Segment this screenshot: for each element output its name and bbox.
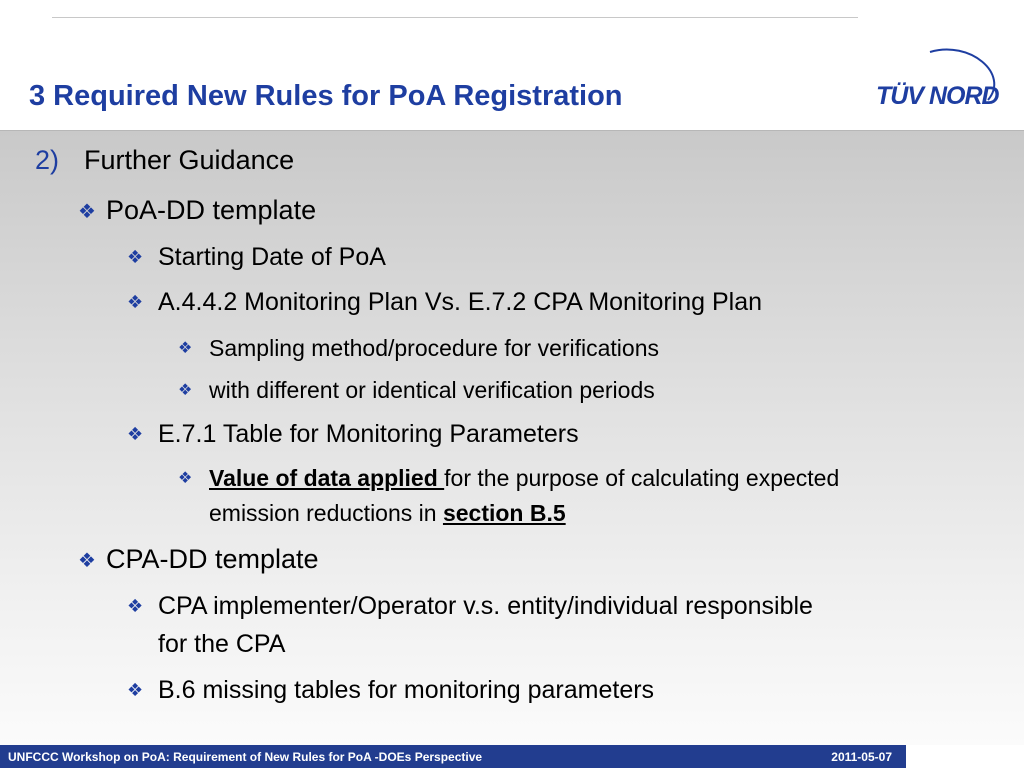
item-heading: Further Guidance: [84, 145, 295, 175]
diamond-four-icon: ❖: [178, 340, 193, 357]
section-b5-emphasis: section B.5: [442, 500, 566, 526]
list-item-label: for the CPA: [158, 630, 286, 658]
value-applied-rest: for the purpose of calculating expected: [444, 465, 840, 491]
list-item-label: CPA-DD template: [106, 544, 319, 574]
list-item-label: B.6 missing tables for monitoring parameters: [158, 676, 655, 704]
list-item-starting-date: [127, 243, 386, 272]
footer-bar: [0, 745, 906, 768]
diamond-four-icon: ❖: [78, 550, 96, 572]
list-item-poa-dd: [78, 195, 316, 226]
diamond-four-icon: ❖: [127, 424, 144, 444]
list-item-label: CPA implementer/Operator v.s. entity/individual responsible: [158, 592, 813, 620]
diamond-four-icon: ❖: [127, 292, 144, 312]
item-number: 2): [35, 145, 60, 175]
list-item-sampling: [178, 335, 659, 362]
svg-text:TÜV NORD: TÜV NORD: [876, 82, 999, 110]
diamond-four-icon: ❖: [127, 596, 144, 616]
diamond-four-icon: ❖: [178, 470, 193, 487]
slide-title: 3 Required New Rules for PoA Registration: [29, 80, 623, 112]
list-item-value-applied-continued: [209, 500, 566, 527]
list-item-label: A.4.4.2 Monitoring Plan Vs. E.7.2 CPA Monitoring Plan: [158, 288, 763, 316]
list-item-label: PoA-DD template: [106, 195, 317, 225]
list-item-label: Starting Date of PoA: [158, 243, 386, 271]
tuv-nord-logo: [870, 44, 1004, 114]
diamond-four-icon: ❖: [127, 247, 144, 267]
list-item-cpa-implementer: [127, 592, 813, 621]
list-item-label: with different or identical verification periods: [209, 377, 655, 403]
list-item-different-periods: [178, 377, 655, 404]
diamond-four-icon: ❖: [78, 201, 96, 223]
diamond-four-icon: ❖: [178, 382, 193, 399]
footer-title: UNFCCC Workshop on PoA: Requirement of New Rules for PoA -DOEs Perspective: [8, 750, 483, 764]
list-item-cpa-dd: [78, 544, 319, 575]
list-item-label: E.7.1 Table for Monitoring Parameters: [158, 420, 579, 448]
top-divider: [52, 17, 858, 18]
diamond-four-icon: ❖: [127, 680, 144, 700]
list-item-table-params: [127, 420, 579, 449]
list-item-value-applied: [178, 465, 839, 492]
list-item-b6-missing: [127, 676, 654, 705]
list-item-further-guidance: [35, 145, 294, 176]
value-applied-emphasis: Value of data applied: [209, 465, 445, 491]
emission-line: emission reductions in: [209, 500, 443, 526]
list-item-monitoring-plan: [127, 288, 762, 317]
footer-date: 2011-05-07: [831, 750, 892, 764]
header-divider: [0, 130, 1024, 131]
list-item-label: Sampling method/procedure for verifications: [209, 335, 660, 361]
list-item-cpa-implementer-continued: [158, 630, 285, 659]
